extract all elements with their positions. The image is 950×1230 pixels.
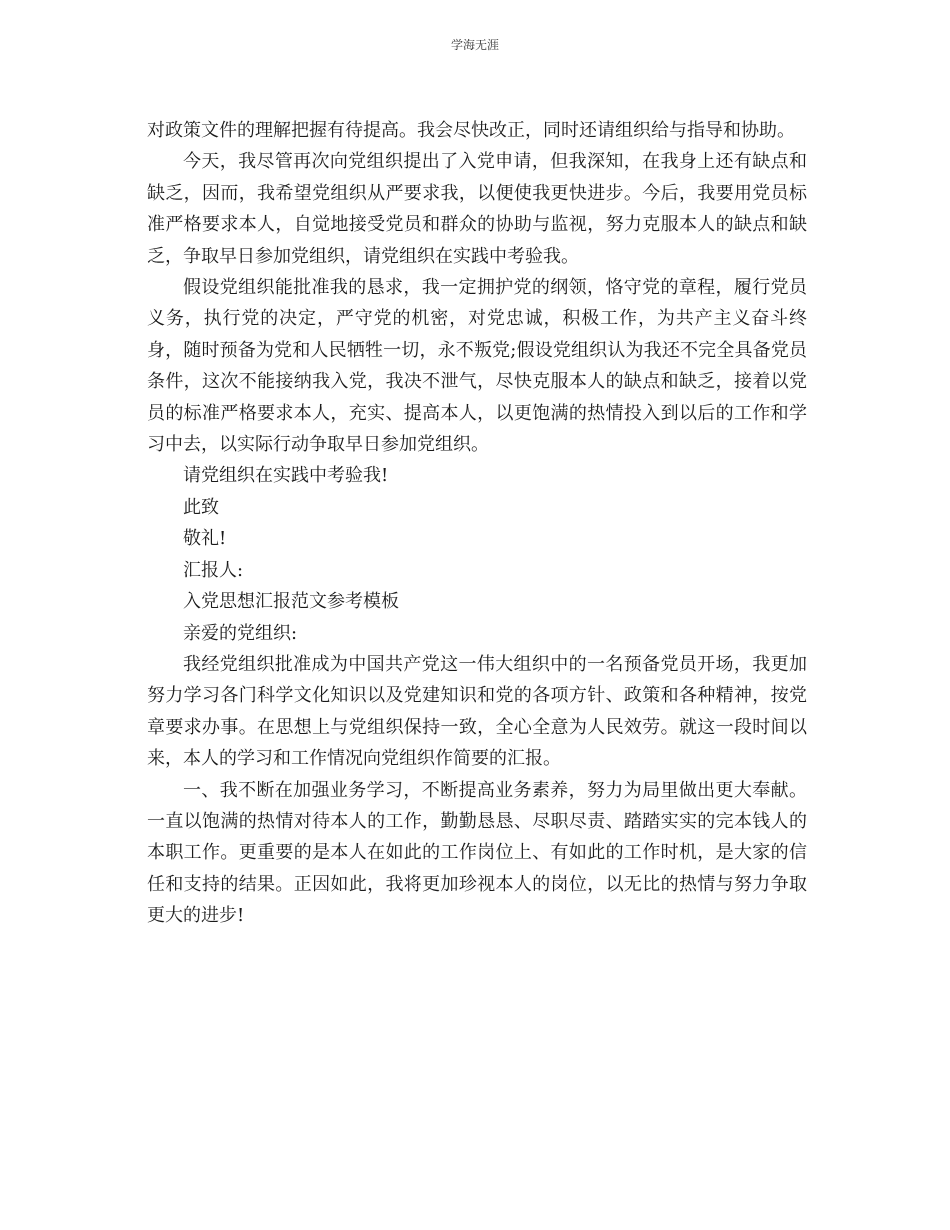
closing-request: 请党组织在实践中考验我! (183, 465, 389, 487)
document-body (147, 115, 807, 932)
section-title: 入党思想汇报范文参考模板 (183, 591, 399, 613)
reporter-label: 汇报人: (183, 559, 244, 581)
paragraph-1: 对政策文件的理解把握有待提高。我会尽快改正，同时还请组织给与指导和协助。 (147, 120, 795, 141)
paragraph-2: 今天，我尽管再次向党组织提出了入党申请，但我深知，在我身上还有缺点和缺乏，因而，我希望党组织从严要求我，以便使我更快进步。今后，我要用党员标准严格要求本人，自觉地接受党员和群众的协助与监视，努力克服本人的缺点和缺乏，争取早日参加党组织，请党组织在实践中考验我。 (147, 151, 807, 267)
page-header: 学海无涯 (450, 38, 499, 52)
salutation-cizhi: 此致 (183, 496, 219, 518)
paragraph-4: 我经党组织批准成为中国共产党这一伟大组织中的一名预备党员开场，我更加努力学习各门科学文化知识以及党建知识和党的各项方针、政策和各种精神，按党章要求办事。在思想上与党组织保持一致，全心全意为人民效劳。就这一段时间以来，本人的学习和工作情况向党组织作简要的汇报。 (147, 653, 807, 770)
paragraph-3: 假设党组织能批准我的恳求，我一定拥护党的纲领，恪守党的章程，履行党员义务，执行党的决定，严守党的机密，对党忠诚，积极工作，为共产主义奋斗终身，随时预备为党和人民牺牲一切，永不叛党;假设党组织认为我还不完全具备党员条件，这次不能接纳我入党，我决不泄气，尽快克服本人的缺点和缺乏，接着以党员的标准严格要求本人，充实、提高本人，以更饱满的热情投入到以后的工作和学习中去，以实际行动争取早日参加党组织。 (147, 277, 807, 456)
salutation-jingli: 敬礼! (183, 528, 227, 550)
greeting: 亲爱的党组织: (183, 622, 298, 644)
paragraph-5: 一、我不断在加强业务学习，不断提高业务素养，努力为局里做出更大奉献。一直以饱满的热情对待本人的工作，勤勤恳恳、尽职尽责、踏踏实实的完本钱人的本职工作。更重要的是本人在如此的工作岗位上、有如此的工作时机，是大家的信任和支持的结果。正因如此，我将更加珍视本人的岗位，以无比的热情与努力争取更大的进步! (147, 779, 807, 927)
